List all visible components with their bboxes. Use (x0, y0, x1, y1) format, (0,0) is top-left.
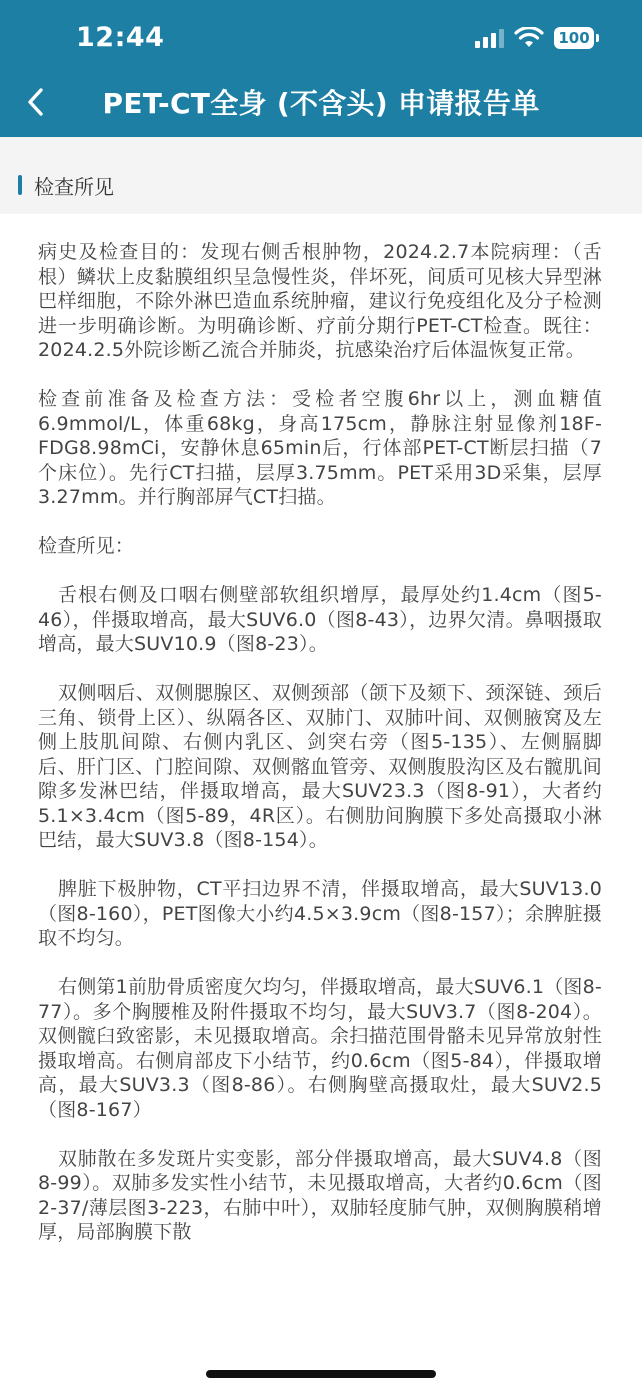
battery-level: 100 (558, 29, 590, 47)
app-header (0, 0, 642, 137)
finding-paragraph: 脾脏下极肿物，CT平扫边界不清，伴摄取增高，最大SUV13.0（图8-160），PET图像大小约4.5×3.9cm（图8-157）；余脾脏摄取不均匀。 (38, 878, 602, 949)
finding-paragraph: 舌根右侧及口咽右侧壁部软组织增厚，最厚处约1.4cm（图5-46），伴摄取增高，最大SUV6.0（图8-43），边界欠清。鼻咽摄取增高，最大SUV10.9（图8-23）。 (38, 584, 602, 655)
page-title: PET-CT全身 (不含头) 申请报告单 (102, 87, 540, 120)
status-time: 12:44 (76, 22, 165, 53)
section-accent-bar (18, 175, 22, 195)
findings-label: 检查所见： (38, 535, 135, 557)
battery-icon (554, 27, 594, 49)
status-bar (0, 0, 642, 76)
signal-icon (475, 28, 504, 48)
section-title: 检查所见 (34, 175, 114, 199)
finding-paragraph: 右侧第1前肋骨质密度欠均匀，伴摄取增高，最大SUV6.1（图8-77）。多个胸腰椎及附件摄取不均匀，最大SUV3.7（图8-204）。双侧髋臼致密影，未见摄取增高。余扫描范围骨骼未见异常放射性摄取增高。右侧肩部皮下小结节，约0.6cm（图5-84），伴摄取增高，最大SUV3.3（图8-86）。右侧胸壁高摄取灶，最大SUV2.5（图8-167） (38, 976, 602, 1121)
wifi-icon (514, 27, 544, 49)
report-content (38, 240, 602, 1269)
finding-paragraph: 双肺散在多发斑片实变影，部分伴摄取增高，最大SUV4.8（图8-99）。双肺多发实性小结节，未见摄取增高，大者约0.6cm（图2-37/薄层图3-223，右肺中叶），双肺轻度肺气肿，双侧胸膜稍增厚，局部胸膜下散 (38, 1147, 602, 1243)
report-method: 检查前准备及检查方法：受检者空腹6hr以上，测血糖值6.9mmol/L，体重68kg，身高175cm，静脉注射显像剂18F-FDG8.98mCi，安静休息65min后，行体部PET-CT断层扫描（7个床位）。先行CT扫描，层厚3.75mm。PET采用3D采集，层厚3.27mm。并行胸部屏气CT扫描。 (38, 388, 602, 508)
home-indicator[interactable] (206, 1370, 436, 1378)
nav-bar (0, 76, 642, 137)
status-icons (475, 25, 594, 51)
report-purpose: 病史及检查目的：发现右侧舌根肿物，2024.2.7本院病理：（舌根）鳞状上皮黏膜组织呈急慢性炎，伴坏死，间质可见核大异型淋巴样细胞，不除外淋巴造血系统肿瘤，建议行免疫组化及分子检测进一步明确诊断。为明确诊断、疗前分期行PET-CT检查。既往：2024.2.5外院诊断乙流合并肺炎，抗感染治疗后体温恢复正常。 (38, 241, 602, 361)
finding-paragraph: 双侧咽后、双侧腮腺区、双侧颈部（颌下及颏下、颈深链、颈后三角、锁骨上区）、纵隔各区、双肺门、双肺叶间、双侧腋窝及左侧上肢肌间隙、右侧内乳区、剑突右旁（图5-135）、左侧膈脚后、肝门区、门腔间隙、双侧髂血管旁、双侧腹股沟区及右髋肌间隙多发淋巴结，伴摄取增高，最大SUV23.3（图8-91），大者约5.1×3.4cm（图5-89，4R区）。右侧肋间胸膜下多处高摄取小淋巴结，最大SUV3.8（图8-154）。 (38, 682, 602, 851)
